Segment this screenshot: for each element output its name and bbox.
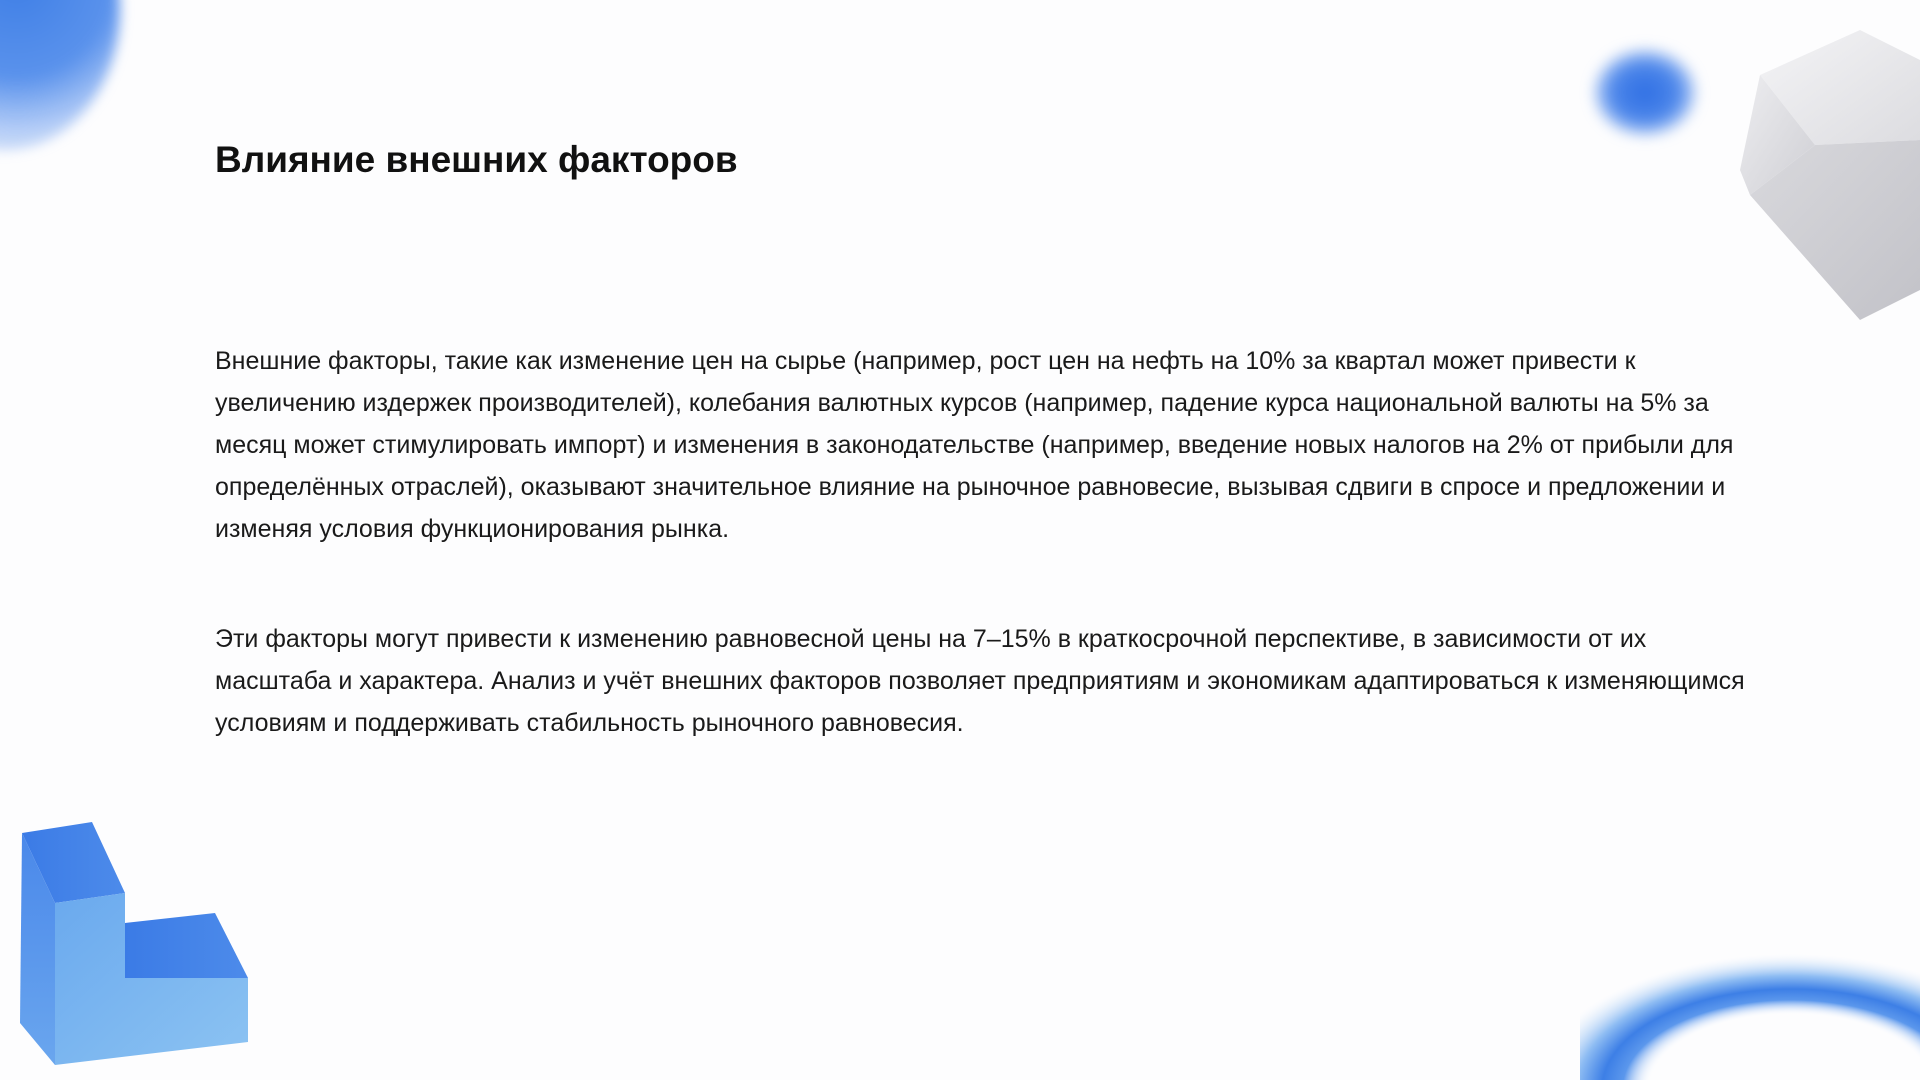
blue-blob-top-right-shape xyxy=(1595,50,1695,135)
blue-blob-top-left-shape xyxy=(0,0,120,150)
blue-l-block-shape xyxy=(0,810,260,1080)
body-paragraph-2: Эти факторы могут привести к изменению равновесной цены на 7–15% в краткосрочной перспективе, в зависимости от их масштаба и характера. Анализ и учёт внешних факторов позволяет предприятиям и экономикам адаптироваться к изменяющимся условиям и поддерживать стабильность рыночного равновесия. xyxy=(215,625,1745,737)
gray-cube-shape xyxy=(1720,20,1920,330)
slide-title: Влияние внешних факторов xyxy=(215,139,738,180)
blue-ring-shape xyxy=(1580,900,1920,1080)
body-paragraph-1: Внешние факторы, такие как изменение цен на сырье (например, рост цен на нефть на 10% за квартал может привести к увеличению издержек производителей), колебания валютных курсов (например, падение курса национальной валюты на 5% за месяц может стимулировать импорт) и изменения в законодательстве (например, введение новых налогов на 2% от прибыли для определённых отраслей), оказывают значительное влияние на рыночное равновесие, вызывая сдвиги в спросе и предложении и изменяя условия функционирования рынка. xyxy=(215,347,1734,543)
